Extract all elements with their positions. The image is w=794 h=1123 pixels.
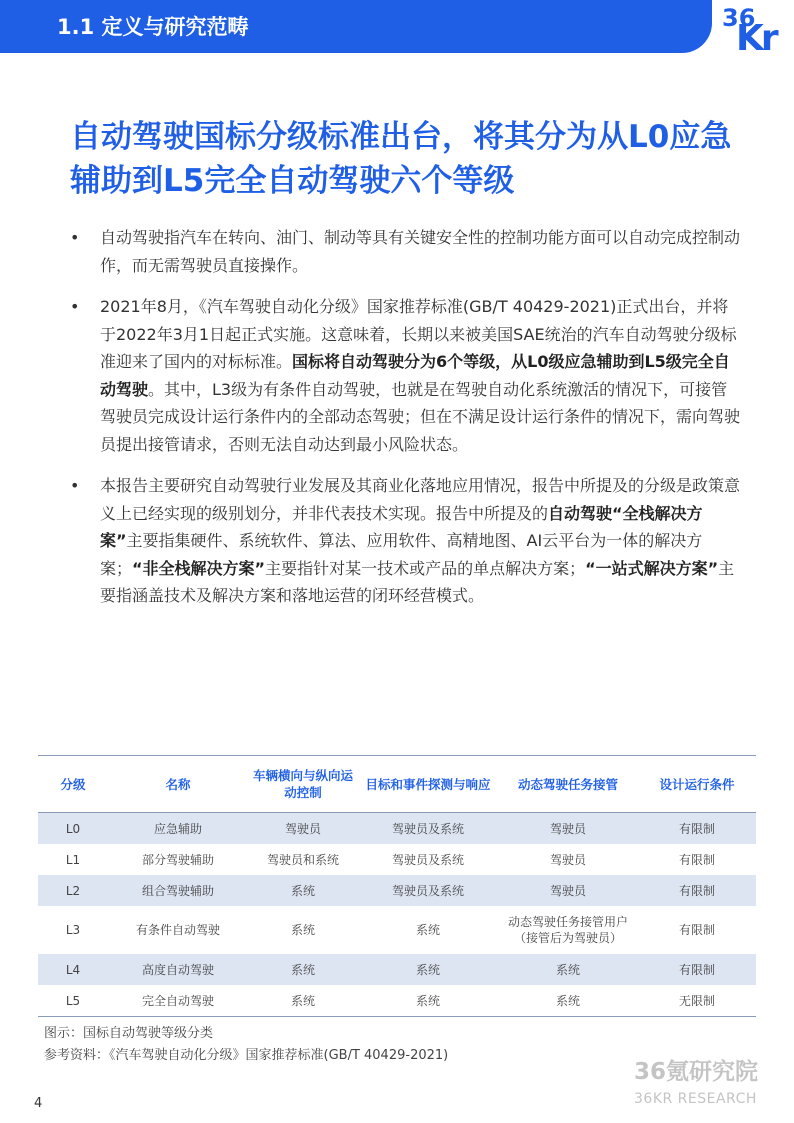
autonomy-level-table	[38, 755, 756, 1017]
bullet-bold-text: 自动驾驶“全栈解决方案”	[100, 503, 703, 550]
bullet-item	[70, 293, 740, 458]
table-cell: 无限制	[638, 985, 756, 1017]
table-row	[38, 813, 756, 845]
table-row	[38, 985, 756, 1017]
table-cell: 驾驶员及系统	[358, 875, 498, 906]
section-title: 1.1 定义与研究范畴	[57, 15, 249, 39]
table-cell: 系统	[358, 954, 498, 985]
bullet-dot-icon: •	[70, 476, 80, 495]
table-cell: 部分驾驶辅助	[141, 852, 214, 867]
table-cell: L1	[65, 852, 81, 867]
col-header-detection: 目标和事件探测与响应	[358, 756, 498, 813]
table-cell: 系统	[248, 875, 358, 906]
col-header-odd: 设计运行条件	[638, 756, 756, 813]
bullet-bold-text: “非全栈解决方案”	[132, 558, 266, 578]
table-cell: 驾驶员和系统	[266, 852, 339, 867]
bullet-text: 。其中，L3级为有条件自动驾驶，也就是在驾驶自动化系统激活的情况下，可接管驾驶员完成设计运行条件内的全部动态驾驶；但在不满足设计运行条件的情况下，需向驾驶员提出接管请求，否则无法自动达到最小风险状态。	[100, 379, 741, 454]
table-row	[38, 875, 756, 906]
col-header-motion-control: 车辆横向与纵向运动控制	[248, 756, 358, 813]
table-cell: L4	[38, 954, 108, 985]
table-header-row	[38, 756, 756, 813]
table-row	[38, 844, 756, 875]
watermark-en: 36KR RESEARCH	[634, 1091, 757, 1107]
table-cell: 驾驶员	[549, 852, 586, 867]
table-cell: 系统	[248, 954, 358, 985]
bullet-text: 主要指针对某一技术或产品的单点解决方案；	[265, 558, 586, 578]
36kr-logo	[722, 4, 792, 59]
col-header-takeover: 动态驾驶任务接管	[498, 756, 638, 813]
bullet-text: 本报告主要研究自动驾驶行业发展及其商业化落地应用情况，报告中所提及的分级是政策意义上已经实现的级别划分，并非代表技术实现。报告中所提及的	[100, 476, 741, 523]
page-number: 4	[34, 1096, 43, 1111]
table-row	[38, 906, 756, 954]
table-row	[38, 954, 756, 985]
table-cell: 动态驾驶任务接管用户（接管后为驾驶员）	[507, 915, 628, 945]
bullet-text: 2021年8月，《汽车驾驶自动化分级》国家推荐标准(GB/T 40429-2021)正式出台，并将于2022年3月1日起正式实施。这意味着，长期以来被美国SAE统治的汽车自动驾驶分级标准迎来了国内的对标标准。	[100, 297, 737, 371]
table-cell: 系统	[358, 985, 498, 1017]
table-cell: 系统	[498, 985, 638, 1017]
bullet-item	[70, 224, 740, 279]
bullet-text: 自动驾驶指汽车在转向、油门、制动等具有关键安全性的控制功能方面可以自动完成控制动作，而无需驾驶员直接操作。	[100, 228, 741, 275]
table-cell: 有限制	[638, 875, 756, 906]
col-header-name: 名称	[108, 756, 248, 813]
logo-36: 36	[722, 4, 756, 32]
table-cell: 有限制	[638, 954, 756, 985]
col-header-level: 分级	[38, 756, 108, 813]
table-cell: 系统	[498, 954, 638, 985]
source-note: 参考资料：《汽车驾驶自动化分级》国家推荐标准(GB/T 40429-2021)	[44, 1048, 449, 1063]
table-cell: 驾驶员	[498, 875, 638, 906]
table-cell: 组合驾驶辅助	[108, 875, 248, 906]
header-bar	[0, 0, 712, 53]
table-cell: L5	[38, 985, 108, 1017]
bullet-list	[70, 224, 740, 624]
figure-caption: 图示：国标自动驾驶等级分类	[44, 1026, 214, 1041]
page-title: 自动驾驶国标分级标准出台，将其分为从L0应急辅助到L5完全自动驾驶六个等级	[70, 119, 732, 199]
table-cell: L2	[38, 875, 108, 906]
table-cell: 有限制	[678, 923, 715, 937]
logo-kr: Kr	[736, 18, 776, 59]
table-cell: 系统	[415, 923, 440, 937]
table-cell: 驾驶员及系统	[391, 852, 464, 867]
table-cell: 高度自动驾驶	[108, 954, 248, 985]
table-cell: 系统	[248, 985, 358, 1017]
table-cell: 驾驶员及系统	[358, 813, 498, 845]
table-cell: 有条件自动驾驶	[135, 923, 220, 937]
bullet-text: 主要指集硬件、系统软件、算法、应用软件、高精地图、AI云平台为一体的解决方案；	[100, 531, 703, 578]
bullet-dot-icon: •	[70, 297, 80, 316]
table-cell: 应急辅助	[108, 813, 248, 845]
watermark-cn: 36氪研究院	[634, 1059, 759, 1085]
table-cell: 有限制	[638, 813, 756, 845]
bullet-item	[70, 472, 740, 610]
bullet-bold-text: “一站式解决方案”	[585, 558, 719, 578]
table-cell: L0	[38, 813, 108, 845]
table-cell: 系统	[290, 923, 315, 937]
table-cell: 驾驶员	[498, 813, 638, 845]
bullet-bold-text: 国标将自动驾驶分为6个等级，从L0级应急辅助到L5级完全自动驾驶	[100, 352, 730, 399]
table-cell: 有限制	[678, 852, 715, 867]
table-cell: 驾驶员	[248, 813, 358, 845]
bullet-text: 主要指涵盖技术及解决方案和落地运营的闭环经营模式。	[100, 558, 735, 605]
table-cell: L3	[65, 923, 81, 937]
bullet-dot-icon: •	[70, 228, 80, 247]
table-cell: 完全自动驾驶	[108, 985, 248, 1017]
